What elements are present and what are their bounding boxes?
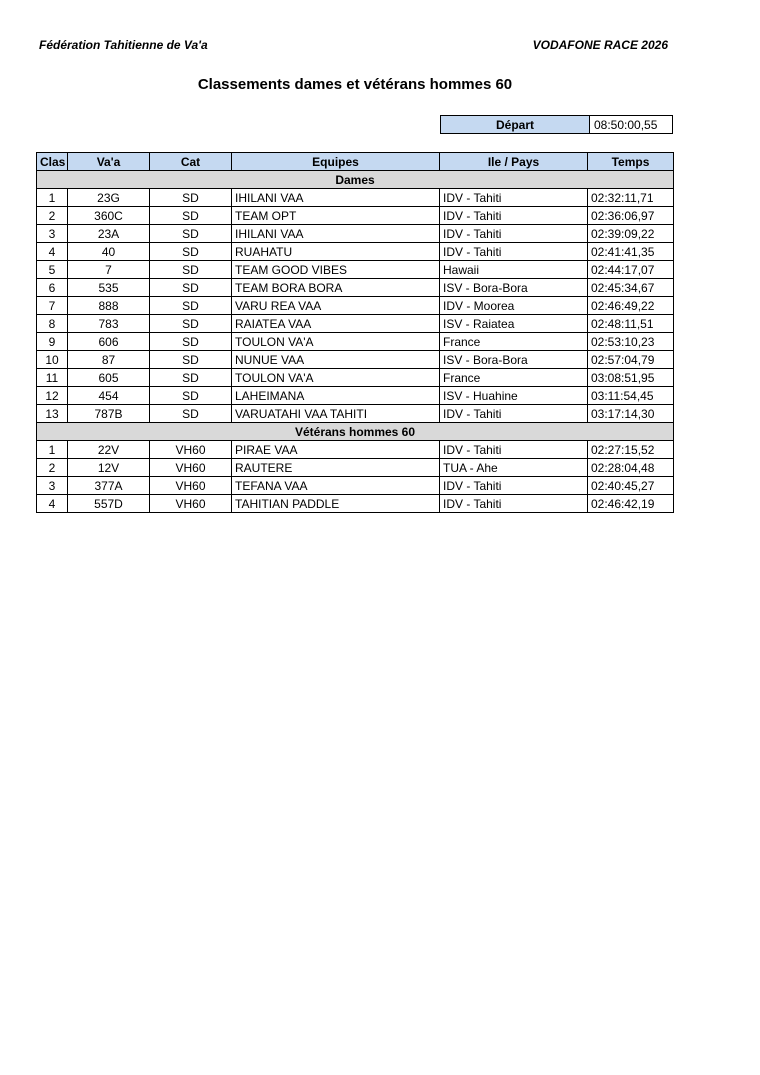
boat-number-cell: 7 (68, 261, 150, 279)
rank-cell: 4 (37, 495, 68, 513)
time-cell: 02:46:49,22 (588, 297, 674, 315)
table-row (37, 207, 674, 225)
rank-cell: 2 (37, 459, 68, 477)
island-country-cell: Hawaii (440, 261, 588, 279)
results-body (37, 171, 674, 513)
time-cell: 02:46:42,19 (588, 495, 674, 513)
federation-header: Fédération Tahitienne de Va'a (39, 38, 208, 52)
section-header-row (37, 423, 674, 441)
depart-label: Départ (441, 116, 590, 134)
boat-number-cell: 360C (68, 207, 150, 225)
table-row (37, 243, 674, 261)
rank-cell: 10 (37, 351, 68, 369)
depart-box (440, 115, 673, 134)
island-country-cell: ISV - Huahine (440, 387, 588, 405)
table-row (37, 333, 674, 351)
boat-number-cell: 87 (68, 351, 150, 369)
section-title: Dames (37, 171, 674, 189)
race-name-header: VODAFONE RACE 2026 (532, 38, 668, 52)
results-table (36, 152, 674, 513)
team-cell: TOULON VA'A (232, 333, 440, 351)
rank-cell: 4 (37, 243, 68, 261)
team-cell: TEFANA VAA (232, 477, 440, 495)
col-header-vaa: Va'a (68, 153, 150, 171)
island-country-cell: IDV - Tahiti (440, 225, 588, 243)
rank-cell: 9 (37, 333, 68, 351)
col-header-ile-pays: Ile / Pays (440, 153, 588, 171)
time-cell: 02:39:09,22 (588, 225, 674, 243)
boat-number-cell: 888 (68, 297, 150, 315)
island-country-cell: IDV - Tahiti (440, 189, 588, 207)
table-row (37, 405, 674, 423)
team-cell: NUNUE VAA (232, 351, 440, 369)
time-cell: 02:53:10,23 (588, 333, 674, 351)
team-cell: IHILANI VAA (232, 189, 440, 207)
category-cell: VH60 (150, 441, 232, 459)
rank-cell: 11 (37, 369, 68, 387)
table-row (37, 225, 674, 243)
team-cell: TEAM BORA BORA (232, 279, 440, 297)
rank-cell: 13 (37, 405, 68, 423)
category-cell: SD (150, 243, 232, 261)
category-cell: VH60 (150, 495, 232, 513)
time-cell: 02:48:11,51 (588, 315, 674, 333)
island-country-cell: IDV - Tahiti (440, 405, 588, 423)
section-title: Vétérans hommes 60 (37, 423, 674, 441)
category-cell: SD (150, 351, 232, 369)
team-cell: RUAHATU (232, 243, 440, 261)
category-cell: SD (150, 315, 232, 333)
team-cell: RAIATEA VAA (232, 315, 440, 333)
depart-time: 08:50:00,55 (590, 116, 673, 134)
island-country-cell: IDV - Tahiti (440, 477, 588, 495)
table-row (37, 351, 674, 369)
category-cell: VH60 (150, 459, 232, 477)
time-cell: 02:45:34,67 (588, 279, 674, 297)
time-cell: 02:36:06,97 (588, 207, 674, 225)
rank-cell: 1 (37, 441, 68, 459)
island-country-cell: IDV - Moorea (440, 297, 588, 315)
rank-cell: 2 (37, 207, 68, 225)
time-cell: 02:41:41,35 (588, 243, 674, 261)
island-country-cell: France (440, 333, 588, 351)
rank-cell: 6 (37, 279, 68, 297)
table-row (37, 315, 674, 333)
table-row (37, 495, 674, 513)
rank-cell: 3 (37, 225, 68, 243)
boat-number-cell: 605 (68, 369, 150, 387)
boat-number-cell: 12V (68, 459, 150, 477)
boat-number-cell: 557D (68, 495, 150, 513)
team-cell: VARU REA VAA (232, 297, 440, 315)
rank-cell: 5 (37, 261, 68, 279)
category-cell: SD (150, 261, 232, 279)
time-cell: 03:11:54,45 (588, 387, 674, 405)
category-cell: SD (150, 225, 232, 243)
boat-number-cell: 40 (68, 243, 150, 261)
island-country-cell: IDV - Tahiti (440, 495, 588, 513)
table-row (37, 369, 674, 387)
time-cell: 02:28:04,48 (588, 459, 674, 477)
col-header-clas: Clas (37, 153, 68, 171)
team-cell: LAHEIMANA (232, 387, 440, 405)
time-cell: 02:57:04,79 (588, 351, 674, 369)
team-cell: VARUATAHI VAA TAHITI (232, 405, 440, 423)
island-country-cell: IDV - Tahiti (440, 243, 588, 261)
rank-cell: 1 (37, 189, 68, 207)
section-header-row (37, 171, 674, 189)
time-cell: 02:44:17,07 (588, 261, 674, 279)
table-header-row (37, 153, 674, 171)
category-cell: SD (150, 405, 232, 423)
island-country-cell: IDV - Tahiti (440, 207, 588, 225)
page-title: Classements dames et vétérans hommes 60 (197, 76, 513, 93)
team-cell: TAHITIAN PADDLE (232, 495, 440, 513)
table-row (37, 477, 674, 495)
island-country-cell: France (440, 369, 588, 387)
col-header-cat: Cat (150, 153, 232, 171)
table-row (37, 189, 674, 207)
table-row (37, 297, 674, 315)
category-cell: SD (150, 387, 232, 405)
rank-cell: 7 (37, 297, 68, 315)
category-cell: SD (150, 369, 232, 387)
team-cell: TEAM OPT (232, 207, 440, 225)
category-cell: VH60 (150, 477, 232, 495)
rank-cell: 12 (37, 387, 68, 405)
boat-number-cell: 783 (68, 315, 150, 333)
category-cell: SD (150, 207, 232, 225)
team-cell: TEAM GOOD VIBES (232, 261, 440, 279)
category-cell: SD (150, 279, 232, 297)
table-row (37, 441, 674, 459)
team-cell: TOULON VA'A (232, 369, 440, 387)
island-country-cell: IDV - Tahiti (440, 441, 588, 459)
time-cell: 03:08:51,95 (588, 369, 674, 387)
time-cell: 02:27:15,52 (588, 441, 674, 459)
island-country-cell: ISV - Bora-Bora (440, 351, 588, 369)
time-cell: 02:40:45,27 (588, 477, 674, 495)
time-cell: 02:32:11,71 (588, 189, 674, 207)
col-header-temps: Temps (588, 153, 674, 171)
boat-number-cell: 22V (68, 441, 150, 459)
table-row (37, 387, 674, 405)
category-cell: SD (150, 189, 232, 207)
table-row (37, 459, 674, 477)
boat-number-cell: 606 (68, 333, 150, 351)
team-cell: PIRAE VAA (232, 441, 440, 459)
island-country-cell: ISV - Raiatea (440, 315, 588, 333)
category-cell: SD (150, 333, 232, 351)
table-row (37, 279, 674, 297)
col-header-equipes: Equipes (232, 153, 440, 171)
boat-number-cell: 535 (68, 279, 150, 297)
table-row (37, 261, 674, 279)
boat-number-cell: 377A (68, 477, 150, 495)
rank-cell: 8 (37, 315, 68, 333)
time-cell: 03:17:14,30 (588, 405, 674, 423)
island-country-cell: TUA - Ahe (440, 459, 588, 477)
rank-cell: 3 (37, 477, 68, 495)
boat-number-cell: 454 (68, 387, 150, 405)
category-cell: SD (150, 297, 232, 315)
team-cell: RAUTERE (232, 459, 440, 477)
boat-number-cell: 23A (68, 225, 150, 243)
boat-number-cell: 787B (68, 405, 150, 423)
boat-number-cell: 23G (68, 189, 150, 207)
island-country-cell: ISV - Bora-Bora (440, 279, 588, 297)
team-cell: IHILANI VAA (232, 225, 440, 243)
